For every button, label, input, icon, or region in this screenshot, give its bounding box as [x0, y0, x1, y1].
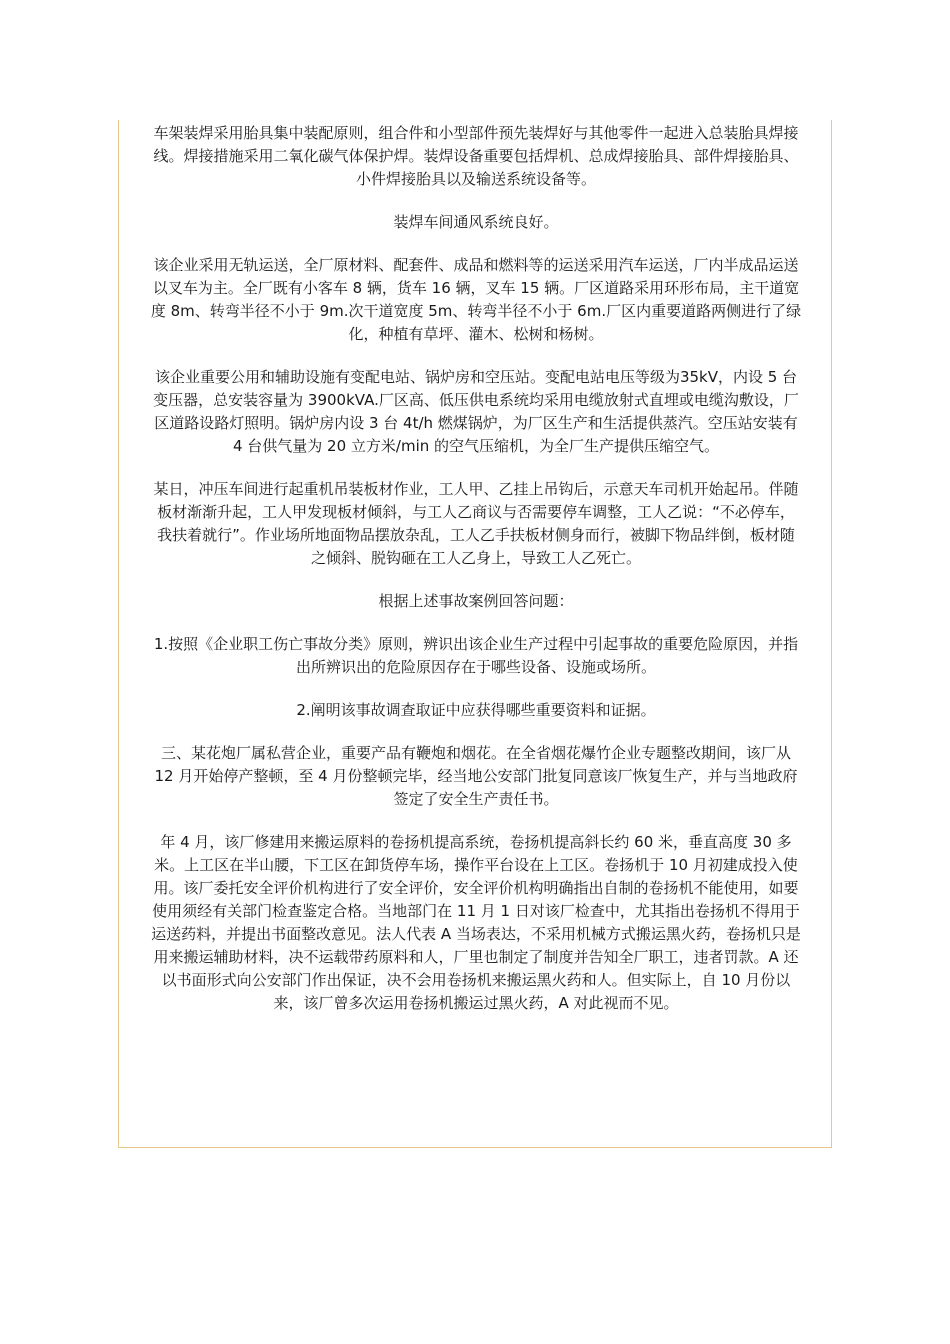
document-body	[150, 122, 802, 1035]
paragraph-case-three: 三、某花炮厂属私营企业，重要产品有鞭炮和烟花。在全省烟花爆竹企业专题整改期间，该厂从 12 月开始停产整顿，至 4 月份整顿完毕，经当地公安部门批复同意该厂恢复生产，并与当地政府签定了安全生产责任书。	[154, 744, 798, 808]
paragraph-accident: 某日，冲压车间进行起重机吊装板材作业，工人甲、乙挂上吊钩后，示意天车司机开始起吊。伴随板材渐渐升起，工人甲发现板材倾斜，与工人乙商议与否需要停车调整，工人乙说：“不必停车，我扶着就行”。作业场所地面物品摆放杂乱，工人乙手扶板材侧身而行，被脚下物品绊倒，板材随之倾斜、脱钩砸在工人乙身上，导致工人乙死亡。	[153, 480, 799, 567]
paragraph-ventilation: 装焊车间通风系统良好。	[393, 213, 559, 231]
paragraph-hoist: 年 4 月，该厂修建用来搬运原料的卷扬机提高系统，卷扬机提高斜长约 60 米，垂直高度 30 多米。上工区在半山腰，下工区在卸货停车场，操作平台设在上工区。卷扬机于 10 月初建成投入使用。该厂委托安全评价机构进行了安全评价，安全评价机构明确指出自制的卷扬机不能使用，如要使用须经有关部门检查鉴定合格。当地部门在 11 月 1 日对该厂检查中，尤其指出卷扬机不得用于运送药料，并提出书面整改意见。法人代表 A 当场表达，不采用机械方式搬运黑火药，卷扬机只是用来搬运辅助材料，决不运载带药原料和人，厂里也制定了制度并告知全厂职工，违者罚款。A 还以书面形式向公安部门作出保证，决不会用卷扬机来搬运黑火药和人。但实际上，自 10 月份以来，该厂曾多次运用卷扬机搬运过黑火药，A 对此视而不见。	[151, 833, 801, 1012]
paragraph-question-1: 1.按照《企业职工伤亡事故分类》原则，辨识出该企业生产过程中引起事故的重要危险原因，并指出所辨识出的危险原因存在于哪些设备、设施或场所。	[153, 635, 799, 676]
paragraph-question-2: 2.阐明该事故调查取证中应获得哪些重要资料和证据。	[296, 701, 656, 719]
paragraph-utilities: 该企业重要公用和辅助设施有变配电站、锅炉房和空压站。变配电站电压等级为35kV，内设 5 台变压器，总安装容量为 3900kVA.厂区高、低压供电系统均采用电缆放射式直埋或电缆沟敷设，厂区道路设路灯照明。锅炉房内设 3 台 4t/h 燃煤锅炉，为厂区生产和生活提供蒸汽。空压站安装有 4 台供气量为 20 立方米/min 的空气压缩机，为全厂生产提供压缩空气。	[153, 368, 799, 455]
paragraph-welding: 车架装焊采用胎具集中装配原则，组合件和小型部件预先装焊好与其他零件一起进入总装胎具焊接线。焊接措施采用二氧化碳气体保护焊。装焊设备重要包括焊机、总成焊接胎具、部件焊接胎具、小件焊接胎具以及输送系统设备等。	[153, 124, 799, 188]
paragraph-transport: 该企业采用无轨运送，全厂原材料、配套件、成品和燃料等的运送采用汽车运送，厂内半成品运送以叉车为主。全厂既有小客车 8 辆，货车 16 辆，叉车 15 辆。厂区道路采用环形布局，主干道宽度 8m、转弯半径不小于 9m.次干道宽度 5m、转弯半径不小于 6m.厂区内重要道路两侧进行了绿化，种植有草坪、灌木、松树和杨树。	[150, 256, 802, 343]
paragraph-question-intro: 根据上述事故案例回答问题：	[378, 592, 574, 610]
